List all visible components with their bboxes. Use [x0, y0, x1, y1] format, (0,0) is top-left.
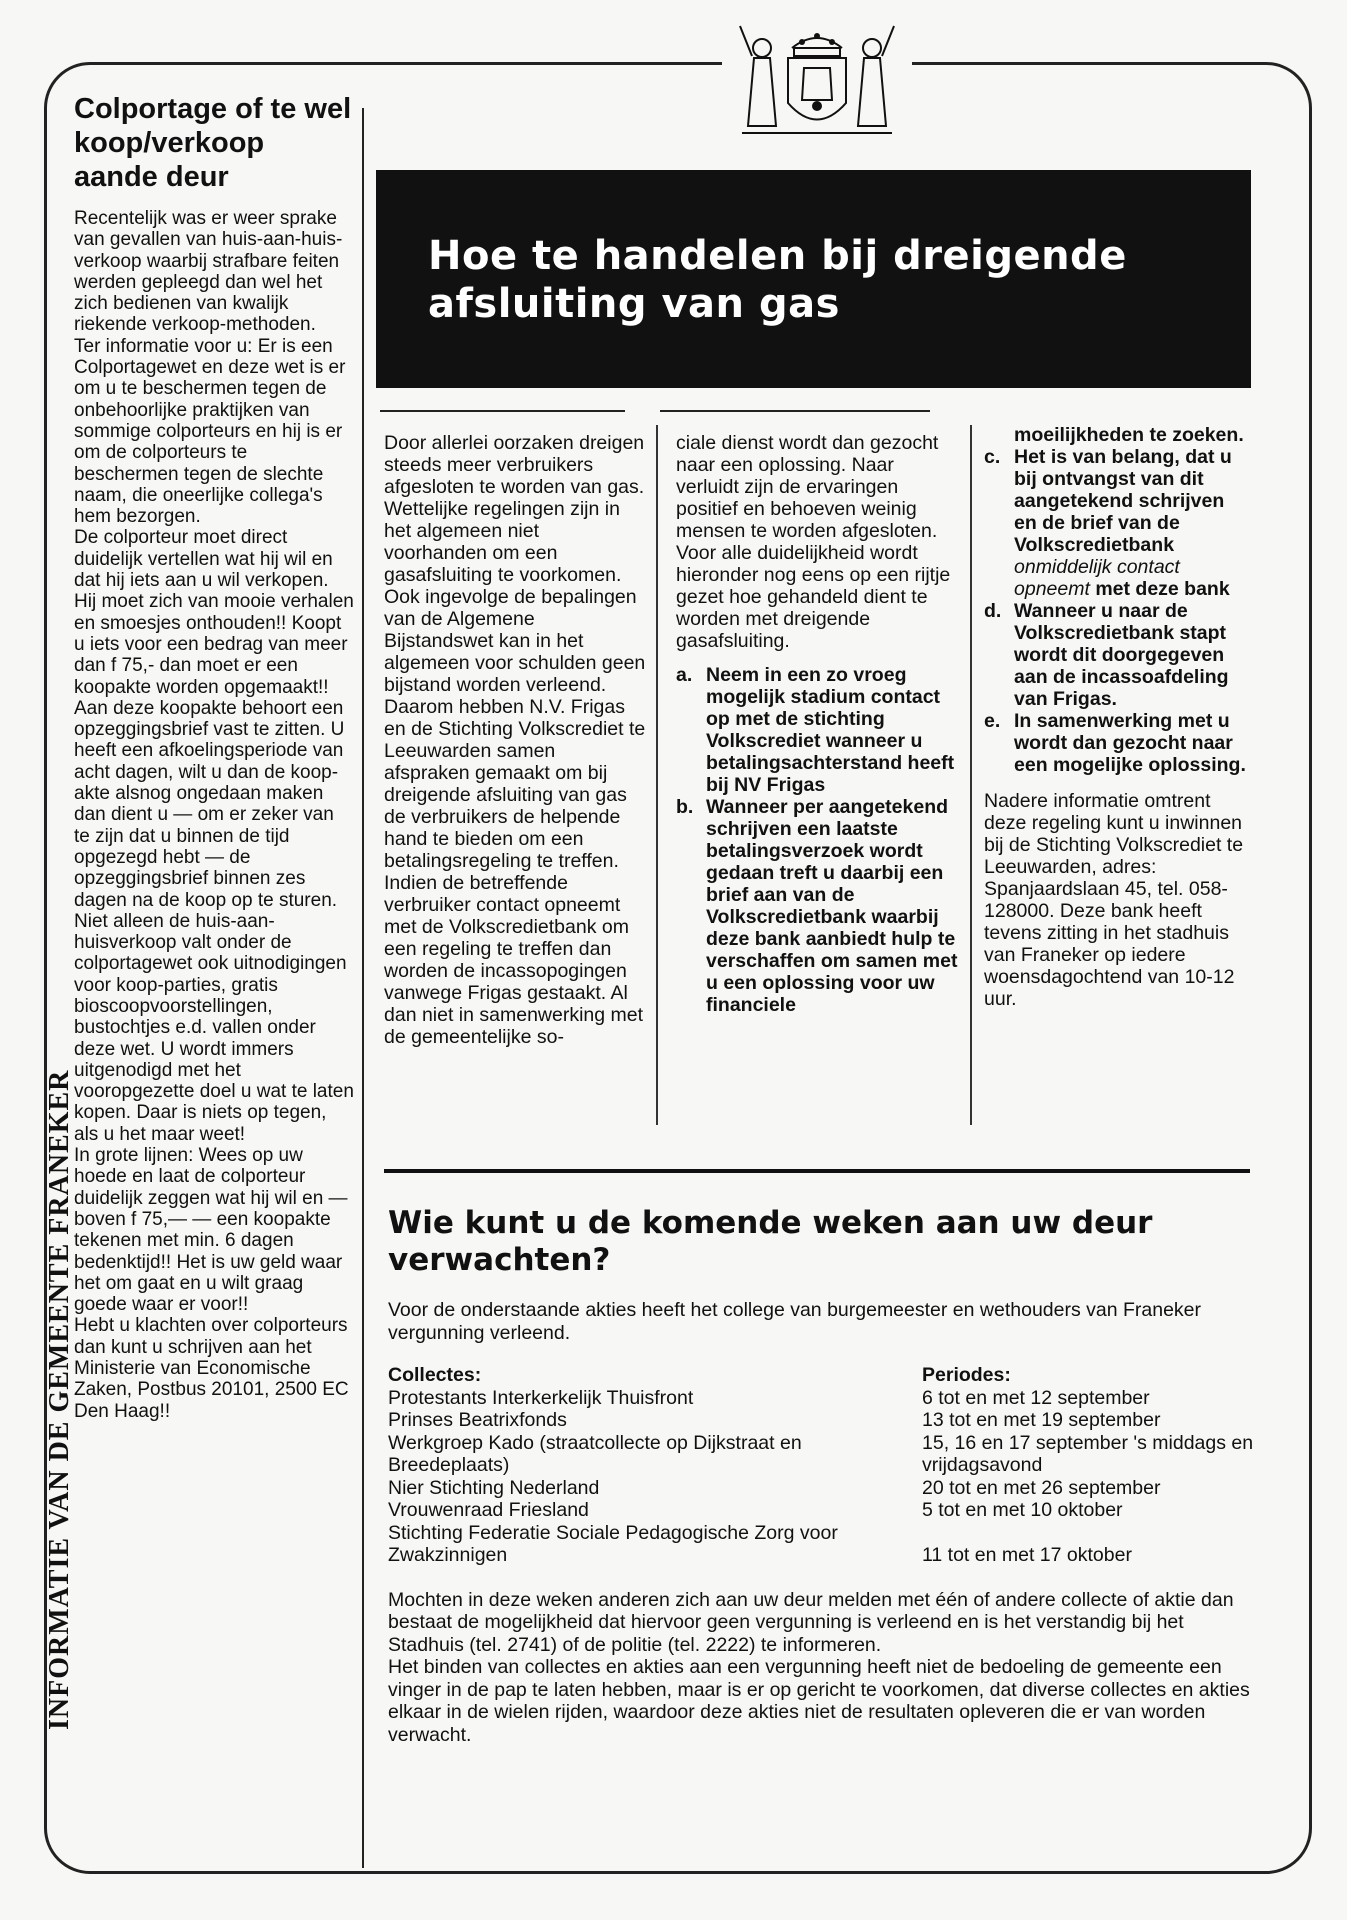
- list-item-label: e.: [984, 710, 1001, 732]
- column-rule: [380, 410, 625, 412]
- table-row: [388, 1522, 1258, 1567]
- colportage-article: [74, 92, 354, 1422]
- collect-name: Stichting Federatie Sociale Pedagogische Zorg voor Zwakzinnigen: [388, 1521, 838, 1566]
- gas-body-text: Door allerlei oorzaken dreigen steeds meer verbruikers afgesloten te worden van gas. Wettelijke regelingen zijn in het algemeen niet voorhanden om een gasafsluiting te voorkomen. Ook ingevolge de bepalingen van de Algemene Bijstandswet kan in het algemeen voor schulden geen bijstand worden verleend. Daarom hebben N.V. Frigas en de Stichting Volkscrediet te Leeuwarden samen afspraken gemaakt om bij dreigende afsluiting van gas de verbruikers de helpende hand te bieden om een betalingsregeling te treffen. Indien de betreffende verbruiker contact opneemt met de Volkscredietbank om een regeling te treffen dan worden de incassopogingen vanwege Frigas gestaakt. Al dan niet in samenwerking met de gemeentelijke so-: [384, 432, 646, 1048]
- list-item-text: Het is van belang, dat u bij ontvangst van dit aangetekend schrijven en de brief van de Volkscredietbank onmiddelijk contact opneemt met deze bank: [1014, 446, 1232, 600]
- list-item-text: Wanneer u naar de Volkscredietbank stapt wordt dit doorgegeven aan de incassoafdeling van Frigas.: [1014, 600, 1229, 710]
- collect-period: 15, 16 en 17 september 's middags en vrijdagsavond: [922, 1431, 1254, 1476]
- gas-column-3: [984, 424, 1252, 1010]
- colportage-paragraph: De colporteur moet direct duidelijk vertellen wat hij wil en dat hij iets aan u wil verkopen. Hij moet zich van mooie verhalen en smoesjes onthouden!! Koopt u iets voor een bedrag van meer dan f 75,- dan moet er een koopakte worden opgemaakt!! Aan deze koopakte behoort een opzeggingsbrief vast te zitten. U heeft een afkoelingsperiode van acht dagen, wilt u dan de koop-akte alsnog ongedaan maken dan dient u — om er zeker van te zijn dat u binnen de tijd opgezegd hebt — de opzeggingsbrief binnen zes dagen na de koop op te sturen.: [74, 527, 354, 911]
- list-item: [984, 424, 1252, 446]
- colportage-paragraph: Recentelijk was er weer sprake van gevallen van huis-aan-huis-verkoop waarbij strafbare feiten werden gepleegd dan wel het zich bedienen van kwalijk riekende verkoop-methoden.: [74, 208, 343, 336]
- gas-column-2: [676, 432, 958, 1016]
- table-header: [388, 1364, 1258, 1387]
- collect-name: Nier Stichting Nederland: [388, 1476, 600, 1499]
- collect-name: Werkgroep Kado (straatcollecte op Dijkstraat en Breedeplaats): [388, 1431, 802, 1476]
- newsletter-side-title: INFORMATIE VAN DE GEMEENTE FRANEKER: [44, 1069, 75, 1730]
- column-divider: [362, 108, 364, 1868]
- colportage-paragraph: Hebt u klachten over colporteurs dan kunt u schrijven aan het Ministerie van Economische Zaken, Postbus 20101, 2500 EC Den Haag!!: [74, 1315, 349, 1422]
- list-item-label: d.: [984, 600, 1002, 622]
- collect-period: 20 tot en met 26 september: [922, 1476, 1161, 1499]
- list-item: [676, 664, 958, 796]
- collect-period: 5 tot en met 10 oktober: [922, 1499, 1123, 1521]
- coat-of-arms-icon: [722, 8, 912, 148]
- colportage-paragraph: Ter informatie voor u: Er is een Colportagewet en deze wet is er om u te beschermen tegen de onbehoorlijke praktijken van sommige colporteurs en hij is er om de colporteurs te beschermen tegen de slechte naam, die oneerlijke collega's hem bezorgen.: [74, 335, 346, 528]
- list-item: [984, 446, 1252, 600]
- table-row: [388, 1432, 1258, 1477]
- table-row: [388, 1387, 1258, 1410]
- collect-period: 11 tot en met 17 oktober: [922, 1544, 1132, 1566]
- gas-body-text: Nadere informatie omtrent deze regeling kunt u inwinnen bij de Stichting Volkscrediet te Leeuwarden, adres: Spanjaardslaan 45, tel. 058-128000. Deze bank heeft tevens zitting in het stadhuis van Franeker op iedere woensdagochtend van 10-12 uur.: [984, 790, 1244, 1010]
- list-item: [676, 796, 958, 1016]
- table-row: [388, 1477, 1258, 1500]
- collect-period: 13 tot en met 19 september: [922, 1409, 1161, 1431]
- list-item-text: In samenwerking met u wordt dan gezocht naar een mogelijke oplossing.: [1014, 710, 1246, 776]
- list-item: [984, 710, 1252, 776]
- gas-column-1: [384, 432, 646, 1048]
- table-row: [388, 1499, 1258, 1522]
- list-item-text: Neem in een zo vroeg mogelijk stadium contact op met de stichting Volkscrediet wanneer u betalingsachterstand heeft bij NV Frigas: [706, 664, 955, 796]
- collect-period: 6 tot en met 12 september: [922, 1386, 1150, 1409]
- colportage-heading: Colportage of te wel koop/verkoop aande deur: [74, 93, 352, 193]
- collect-name: Vrouwenraad Friesland: [388, 1499, 589, 1521]
- list-item-text: moeilijkheden te zoeken.: [1014, 424, 1244, 446]
- collect-title: Wie kunt u de komende weken aan uw deur verwachten?: [388, 1205, 1153, 1278]
- column-rule: [660, 410, 930, 412]
- column-separator: [656, 425, 658, 1125]
- section-rule: [384, 1169, 1250, 1173]
- list-item-label: b.: [676, 796, 694, 818]
- gas-article-banner: [376, 170, 1251, 388]
- table-row: [388, 1409, 1258, 1432]
- column-header: Collectes:: [388, 1364, 482, 1386]
- collect-outro: Het binden van collectes en akties aan een vergunning heeft niet de bedoeling de gemeente een vinger in de pap te laten hebben, maar is er op gericht te voorkomen, dat diverse collectes en akties elkaar in de wielen rijden, waardoor deze akties niet de resultaten opleveren die er van worden verwacht.: [388, 1656, 1250, 1746]
- list-item-label: c.: [984, 446, 1001, 468]
- colportage-paragraph: Niet alleen de huis-aan-huisverkoop valt onder de colportagewet ook uitnodigingen voor koop-parties, gratis bioscoopvoorstellingen, bustochtjes e.d. vallen onder deze wet. U wordt immers uitgenodigd met het vooropgezette doel u wat te laten kopen. Daar is niets op tegen, als u het maar weet!: [74, 910, 354, 1145]
- column-header: Periodes:: [922, 1364, 1011, 1386]
- collect-name: Protestants Interkerkelijk Thuisfront: [388, 1386, 694, 1409]
- colportage-paragraph: In grote lijnen: Wees op uw hoede en laat de colporteur duidelijk zeggen wat hij wil en — boven f 75,— — een koopakte tekenen met min. 6 dagen bedenktijd!! Het is uw geld waar het om gaat en u wilt graag goede waar er voor!!: [74, 1145, 348, 1316]
- collect-table: [388, 1364, 1258, 1567]
- collect-outro: Mochten in deze weken anderen zich aan uw deur melden met één of andere collecte of aktie dan bestaat de mogelijkheid dat hiervoor geen vergunning is verleend en is het verstandig bij het Stadhuis (tel. 2741) of de politie (tel. 2222) te informeren.: [388, 1588, 1234, 1656]
- collect-article: [388, 1205, 1258, 1746]
- list-item-text: Wanneer per aangetekend schrijven een laatste betalingsverzoek wordt gedaan treft u daarbij een brief aan van de Volkscredietbank waarbij deze bank aanbiedt hulp te verschaffen om samen met u een oplossing voor uw financiele: [706, 796, 958, 1016]
- collect-intro: Voor de onderstaande akties heeft het college van burgemeester en wethouders van Franeker vergunning verleend.: [388, 1299, 1202, 1344]
- list-item: [984, 600, 1252, 710]
- gas-article-title: Hoe te handelen bij dreigende afsluiting van gas: [428, 233, 1127, 327]
- list-item-label: a.: [676, 664, 693, 686]
- collect-name: Prinses Beatrixfonds: [388, 1409, 567, 1431]
- column-separator: [970, 425, 972, 1125]
- gas-body-text: ciale dienst wordt dan gezocht naar een oplossing. Naar verluidt zijn de ervaringen positief en behoeven weinig mensen te worden afgesloten. Voor alle duidelijkheid wordt hieronder nog eens op een rijtje gezet hoe gehandeld dient te worden met dreigende gasafsluiting.: [676, 432, 951, 652]
